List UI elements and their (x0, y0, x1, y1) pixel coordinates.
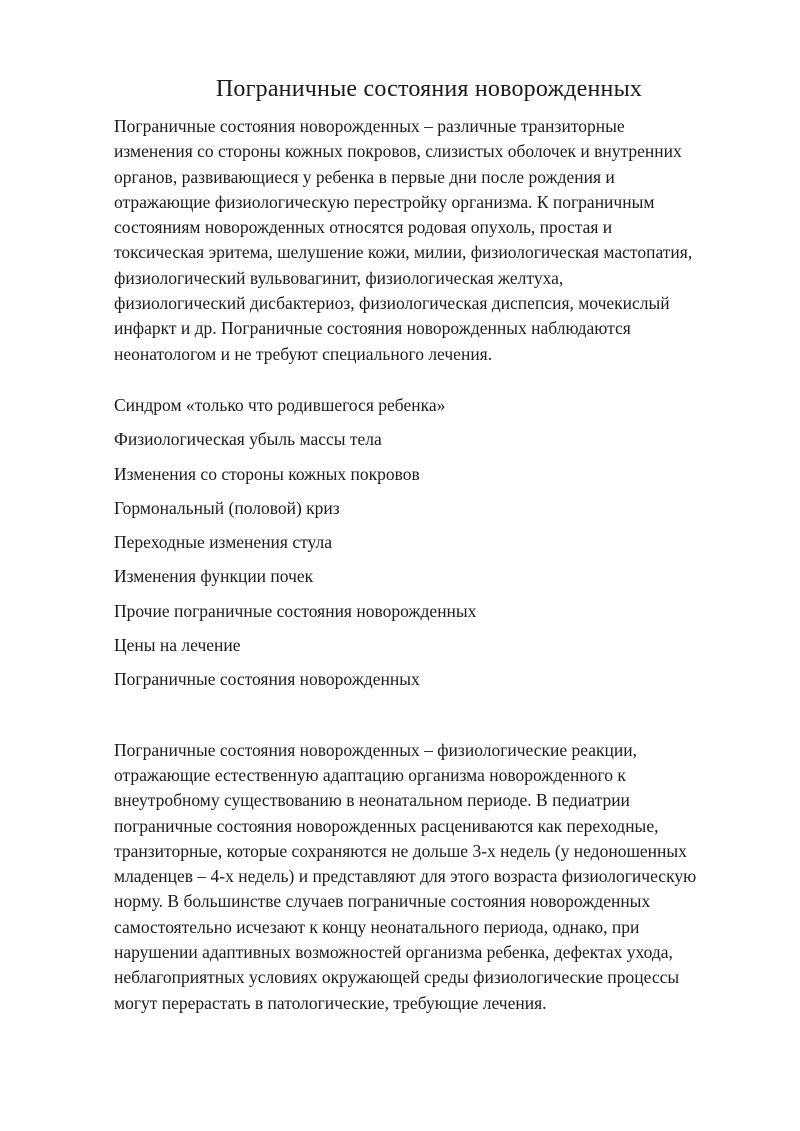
body-text-line: транзиторные, которые сохраняются не дольше 3-х недель (у недоношенных (114, 840, 687, 861)
section-list-item: Изменения со стороны кожных покровов (114, 463, 420, 484)
intro-text-line: изменения со стороны кожных покровов, слизистых оболочек и внутренних (114, 141, 682, 162)
section-list-item: Пограничные состояния новорожденных (114, 669, 420, 690)
body-text-line: неблагоприятных условиях окружающей среды физиологические процессы (114, 967, 680, 988)
page-title: Пограничные состояния новорожденных (215, 76, 643, 102)
body-paragraph (114, 738, 744, 1016)
body-text-line: младенцев – 4-х недель) и представляют для этого возраста физиологическую (114, 866, 697, 887)
body-text-line: отражающие естественную адаптацию организма новорожденного к (114, 764, 626, 785)
intro-text-line: токсическая эритема, шелушение кожи, милии, физиологическая мастопатия, (114, 242, 693, 263)
section-list-item: Изменения функции почек (114, 566, 314, 587)
intro-text-line: отражающие физиологическую перестройку организма. К пограничным (114, 191, 655, 212)
document-page (114, 0, 744, 1016)
section-list (114, 393, 744, 693)
intro-text-line: физиологический дисбактериоз, физиологическая диспепсия, мочекислый (114, 293, 670, 314)
section-list-item: Физиологическая убыль массы тела (114, 429, 382, 450)
intro-text-line: инфаркт и др. Пограничные состояния новорожденных наблюдаются (114, 318, 631, 339)
section-list-item: Прочие пограничные состояния новорожденных (114, 600, 477, 621)
intro-text-line: физиологический вульвовагинит, физиологическая желтуха, (114, 267, 564, 288)
intro-text-line: состояниям новорожденных относятся родовая опухоль, простая и (114, 217, 613, 238)
intro-text-line: Пограничные состояния новорожденных – различные транзиторные (114, 116, 625, 136)
section-list-item: Цены на лечение (114, 635, 241, 656)
body-text-line: нарушении адаптивных возможностей организма ребенка, дефектах ухода, (114, 942, 673, 963)
body-text-line: внеутробному существованию в неонатальном периоде. В педиатрии (114, 790, 630, 811)
body-text-line: могут перерастать в патологические, требующие лечения. (114, 992, 547, 1013)
intro-paragraph (114, 114, 744, 367)
body-text-line: пограничные состояния новорожденных расцениваются как переходные, (114, 815, 659, 836)
section-list-item: Переходные изменения стула (114, 532, 333, 553)
body-text-line: норму. В большинстве случаев пограничные состояния новорожденных (114, 891, 651, 912)
intro-text-line: неонатологом и не требуют специального лечения. (114, 343, 493, 364)
body-text-line: самостоятельно исчезают к концу неонатального периода, однако, при (114, 916, 640, 937)
intro-text-line: органов, развивающиеся у ребенка в первые дни после рождения и (114, 166, 615, 187)
section-list-item: Синдром «только что родившегося ребенка» (114, 394, 446, 415)
section-list-item: Гормональный (половой) криз (114, 497, 340, 518)
body-text-line: Пограничные состояния новорожденных – физиологические реакции, (114, 739, 637, 760)
